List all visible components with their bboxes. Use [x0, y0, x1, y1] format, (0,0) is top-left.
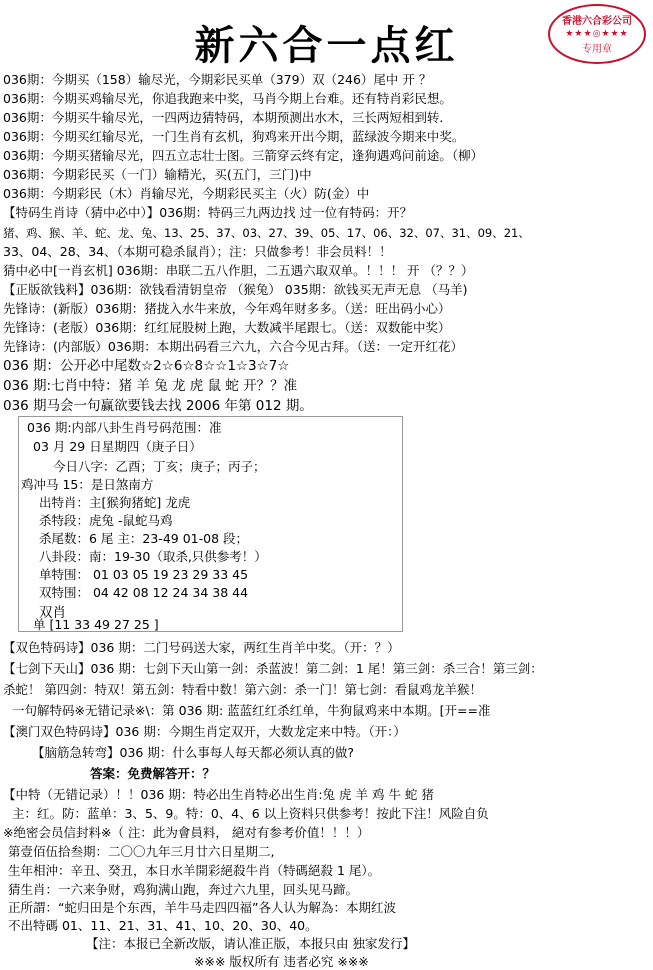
brain-teaser-line: 【脑筋急转弯】036 期：什么事每人每天都必须认真的做?: [32, 745, 354, 760]
desire-money-line: 【正版欲钱料】036期：欲钱看清钥皇帝 （猴兔） 035期：欲钱买无声无息 （马羊): [3, 282, 468, 297]
bagua-kill-segment: 杀特段：虎兔 -鼠蛇马鸡: [39, 513, 173, 528]
bagua-segment: 八卦段：南：19-30（取杀,只供参考！）: [39, 549, 267, 564]
prediction-line: 036期：今期彩民买（一门）输精光，买(五门，三门)中: [3, 167, 312, 182]
macau-poem-line: 【澳门双色特码诗】036 期：今期生肖定双开，大数龙定来中特。（开：）: [3, 724, 406, 739]
bagua-even-zodiac: 双肖: [39, 605, 66, 621]
pioneer-poem-old: 先锋诗：(老版）036期：红红屁股树上跑，大数减半尾跟七。（送：双数能中奖）: [3, 320, 451, 335]
notice-line: 【注：本报已全新改版，请认准正版，本报只由 独家发行】: [86, 936, 415, 951]
official-seal: [548, 4, 646, 64]
bagua-title: 036 期:内部八卦生肖号码范围：准: [27, 420, 222, 435]
clash-year-line: 生年相沖：辛丑、癸丑，本日水羊開彩絕殺牛肖（特碼絕殺 1 尾）。: [8, 863, 381, 878]
two-color-poem: 【双色特码诗】036 期：二门号码送大家，两红生肖羊中奖。（开：？）: [3, 640, 400, 655]
zodiac-poem-line: 【特码生肖诗（猜中必中）】036期：特码三九两边找 过一位有特码：开？: [3, 205, 413, 220]
page-title: 新六合一点红: [194, 22, 459, 69]
one-zodiac-line: 猜中必中[一肖玄机] 036期：串联二五八作胆，二五遇六取双单。！！！ 开 （？？）: [3, 263, 474, 278]
copyright-line: ※※※ 版权所有 违者必究 ※※※: [194, 954, 369, 969]
prediction-line: 036期：今期买猪输尽光，四五立志壮士图。三箭穿云终有定，逢狗遇鸡问前途。（柳）: [3, 148, 484, 163]
guess-zodiac-line: 猜生肖：一六来争财，鸡狗满山跑，奔过六九里，回头见马蹄。: [8, 882, 359, 897]
prediction-line: 036期：今期买牛输尽光，一四两边猜特码，本期预测出水木，三长两短相到转.: [3, 110, 444, 125]
horse-club-line: 036 期马会一句赢欲要钱去找 2006 年第 012 期。: [3, 398, 313, 414]
zodiac-number-list-cont: 33、04、28、34、（本期可稳杀鼠肖）；注：只做参考！非会员料！！: [3, 244, 392, 259]
bagua-box: [18, 416, 403, 632]
tail-number-line: 036 期：公开必中尾数☆2☆6☆8☆☆1☆3☆7☆: [3, 358, 290, 374]
bagua-odd-range: 单特围： 01 03 05 19 23 29 33 45: [39, 567, 249, 582]
seal-ring-text: 香港六合彩公司: [562, 16, 632, 27]
excluded-numbers-line: 不出特碼 01、11、21、31、41、10、20、30、40。: [8, 918, 318, 933]
pioneer-poem-new: 先锋诗：(新版）036期：猪拢入水牛来放，今年鸡年财多多。（送：旺出码小心）: [3, 301, 451, 316]
prediction-line: 036期：今期买（158）输尽光，今期彩民买单（379）双（246）尾中 开 ？: [3, 72, 432, 87]
seven-swords-line: 【七剑下天山】036 期：七剑下天山第一剑：杀蓝波！第二剑：1 尾！第三剑：杀三合！第三剑：: [3, 661, 543, 676]
seal-stars: ★★★◎★★★: [565, 29, 629, 39]
bagua-out-zodiac: 出特肖：主[猴狗猪蛇] 龙虎: [39, 495, 191, 510]
prediction-line: 036期：今期买红输尽光，一门生肖有玄机，狗鸡来开出今期，蓝绿波今期来中奖。: [3, 129, 465, 144]
bagua-odd-numbers: 单 [11 33 49 27 25 ]: [33, 617, 159, 632]
bagua-eight-chars: 今日八字：乙酉；丁亥；庚子；丙子；: [53, 459, 266, 474]
prediction-line: 036期：今期买鸡输尽光，你追我跑来中奖，马肖今期上台难。还有特肖彩民想。: [3, 91, 452, 106]
one-sentence-line: 一句解特码※无错记录※\：第 036 期: 蓝蓝红红杀红单，牛狗鼠鸡来中本期。[开==准: [12, 703, 491, 718]
bagua-even-range: 双特围： 04 42 08 12 24 34 38 44: [39, 585, 249, 600]
special-zodiac-line: 【中特（无错记录）！！036 期：特必出生肖特必出生肖:兔 虎 羊 鸡 牛 蛇 猪: [3, 787, 434, 802]
prediction-line: 036期：今期彩民（木）肖输尽光，今期彩民买主（火）防(金）中: [3, 186, 370, 201]
zodiac-number-list: 猪、鸡、猴、羊、蛇、龙、兔、13、25、37、03、27、39、05、17、06、32、07、31、09、21、: [3, 226, 530, 240]
seal-inner-text: 专用章: [582, 44, 612, 55]
color-wave-line: 主：红。防：蓝单：3、5、9。特：0、4、6 以上资料只供参考！按此下注！风险自负: [12, 806, 489, 821]
seven-zodiac-line: 036 期:七肖中特：猪 羊 兔 龙 虎 鼠 蛇 开？？准: [3, 378, 298, 394]
bagua-clash: 鸡冲马 15：是日煞南方: [21, 477, 154, 492]
period-date-line: 第壹佰伍拾叁期：二〇〇九年三月廿六日星期二,: [8, 844, 275, 859]
bagua-date: 03 月 29 日星期四（庚子日）: [33, 439, 202, 454]
seven-swords-line-cont: 杀蛇！ 第四剑：特双！第五剑：特看中数！第六剑：杀一门！第七剑：看鼠鸡龙羊猴！: [3, 682, 482, 697]
secret-member-line: ※绝密会员信封料※（ 注：此为會員料， 絕对有参考价值！！！）: [3, 825, 370, 840]
bagua-kill-tail: 杀尾数：6 尾 主：23-49 01-08 段；: [39, 531, 248, 546]
pioneer-poem-internal: 先锋诗：(内部版）036期：本期出码看三六九，六合今见古拜。（送：一定开红花）: [3, 339, 463, 354]
brain-teaser-answer: 答案：免费解答开：？: [90, 766, 216, 781]
saying-line: 正所謂：“蛇归田是个东西，羊牛马走四四福”各人认为解為：本期红波: [8, 900, 396, 915]
